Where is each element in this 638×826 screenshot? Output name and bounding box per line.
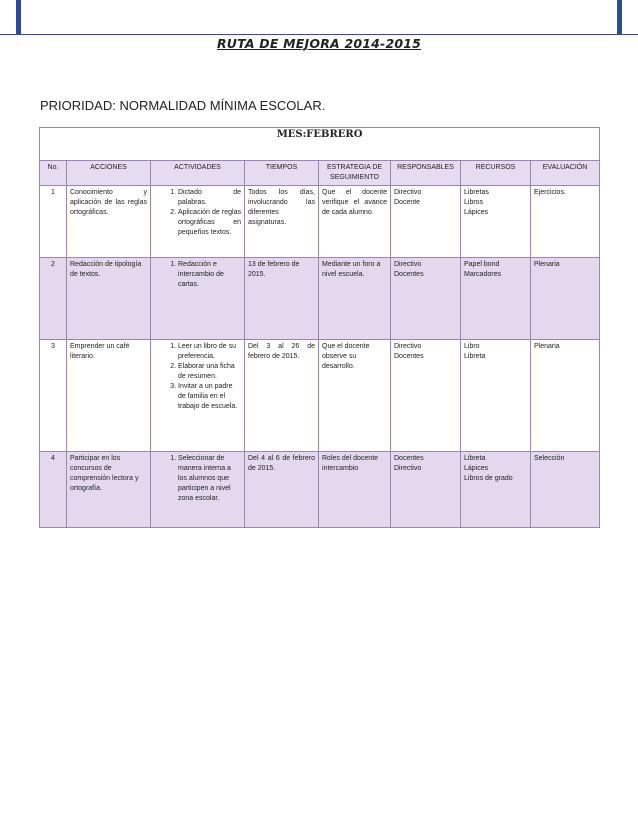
recurso-item: Lápices (464, 209, 489, 216)
frame-post-right (617, 0, 622, 34)
row-number: 2 (40, 258, 67, 340)
month-cell: MES:FEBRERO (40, 128, 600, 161)
responsables-cell (391, 452, 461, 528)
evaluacion-cell: Selección (531, 452, 600, 528)
actividades-cell (151, 258, 245, 340)
estrategia-cell: Que el docente verifique el avance de cada alumno. (319, 186, 391, 258)
tiempos-cell: Del 4 al 6 de febrero de 2015. (245, 452, 319, 528)
recurso-item: Marcadores (464, 271, 501, 278)
header-row (40, 161, 600, 186)
recurso-item: Papel bond (464, 261, 500, 268)
responsable-item: Docente (394, 199, 421, 206)
tiempos-cell: Del 3 al 26 de febrero de 2015. (245, 340, 319, 452)
accion-cell: Conocimiento y aplicación de las reglas ortográficas. (67, 186, 151, 258)
recurso-item: Libros (464, 199, 484, 206)
col-header-estrategia: ESTRATEGIA DE SEGUIMIENTO (319, 161, 391, 186)
col-header-tiempos: TIEMPOS (245, 161, 319, 186)
responsable-item: Docentes (394, 455, 424, 462)
col-header-actividades: ACTIVIDADES (151, 161, 245, 186)
month-row (40, 128, 600, 161)
recurso-item: Libretas (464, 189, 489, 196)
activity-item: 1. Leer un libro de su preferencia. (178, 342, 241, 362)
responsable-item: Docentes (394, 353, 424, 360)
recursos-cell (461, 186, 531, 258)
table-row (40, 340, 600, 452)
evaluacion-cell: Plenaria (531, 340, 600, 452)
row-number: 3 (40, 340, 67, 452)
row-number: 4 (40, 452, 67, 528)
table-row (40, 186, 600, 258)
activity-item: 1. Dictado de palabras. (178, 188, 241, 208)
accion-cell: Participar en los concursos de comprensión lectora y ortografía. (67, 452, 151, 528)
table-row (40, 452, 600, 528)
activity-item: 2. Aplicación de reglas ortográficas en pequeños textos. (178, 208, 241, 238)
table-row (40, 258, 600, 340)
responsables-cell (391, 258, 461, 340)
frame-post-left (16, 0, 21, 34)
tiempos-cell: 13 de febrero de 2015. (245, 258, 319, 340)
col-header-recursos: RECURSOS (461, 161, 531, 186)
col-header-evaluacion: EVALUACIÓN (531, 161, 600, 186)
recurso-item: Lápices (464, 465, 489, 472)
responsable-item: Directivo (394, 189, 422, 196)
recursos-cell (461, 340, 531, 452)
recurso-item: Libreta (464, 353, 486, 360)
responsables-cell (391, 340, 461, 452)
actividades-cell (151, 452, 245, 528)
actividades-cell (151, 186, 245, 258)
responsable-item: Directivo (394, 343, 422, 350)
recurso-item: Libro (464, 343, 480, 350)
col-header-no: No. (40, 161, 67, 186)
recurso-item: Libreta (464, 455, 486, 462)
tiempos-cell: Todos los días, involucrando las diferentes asignaturas. (245, 186, 319, 258)
actividades-cell (151, 340, 245, 452)
responsable-item: Docentes (394, 271, 424, 278)
recursos-cell (461, 452, 531, 528)
priority-heading: PRIORIDAD: NORMALIDAD MÍNIMA ESCOLAR. (40, 98, 326, 113)
activity-item: 1. Seleccionar de manera interna a los alumnos que participen a nivel zona escolar. (178, 454, 241, 504)
accion-cell: Emprender un café literario. (67, 340, 151, 452)
responsable-item: Directivo (394, 465, 422, 472)
page-title: RUTA DE MEJORA 2014-2015 (216, 36, 422, 51)
activity-item: 1. Redacción e intercambio de cartas. (178, 260, 241, 290)
frame-line (0, 34, 638, 35)
estrategia-cell: Mediante un foro a nivel escuela. (319, 258, 391, 340)
estrategia-cell: Que el docente observe su desarrollo. (319, 340, 391, 452)
col-header-responsables: RESPONSABLES (391, 161, 461, 186)
row-number: 1 (40, 186, 67, 258)
responsable-item: Directivo (394, 261, 422, 268)
recurso-item: Libros de grado (464, 475, 513, 482)
accion-cell: Redacción de tipología de textos. (67, 258, 151, 340)
col-header-acciones: ACCIONES (67, 161, 151, 186)
recursos-cell (461, 258, 531, 340)
plan-table (39, 127, 600, 528)
evaluacion-cell: Plenaria (531, 258, 600, 340)
evaluacion-cell: Ejercicios. (531, 186, 600, 258)
activity-item: 3. Invitar a un padre de familia en el trabajo de escuela. (178, 382, 241, 412)
responsables-cell (391, 186, 461, 258)
activity-item: 2. Elaborar una ficha de resumen. (178, 362, 241, 382)
estrategia-cell: Roles del docente intercambio (319, 452, 391, 528)
